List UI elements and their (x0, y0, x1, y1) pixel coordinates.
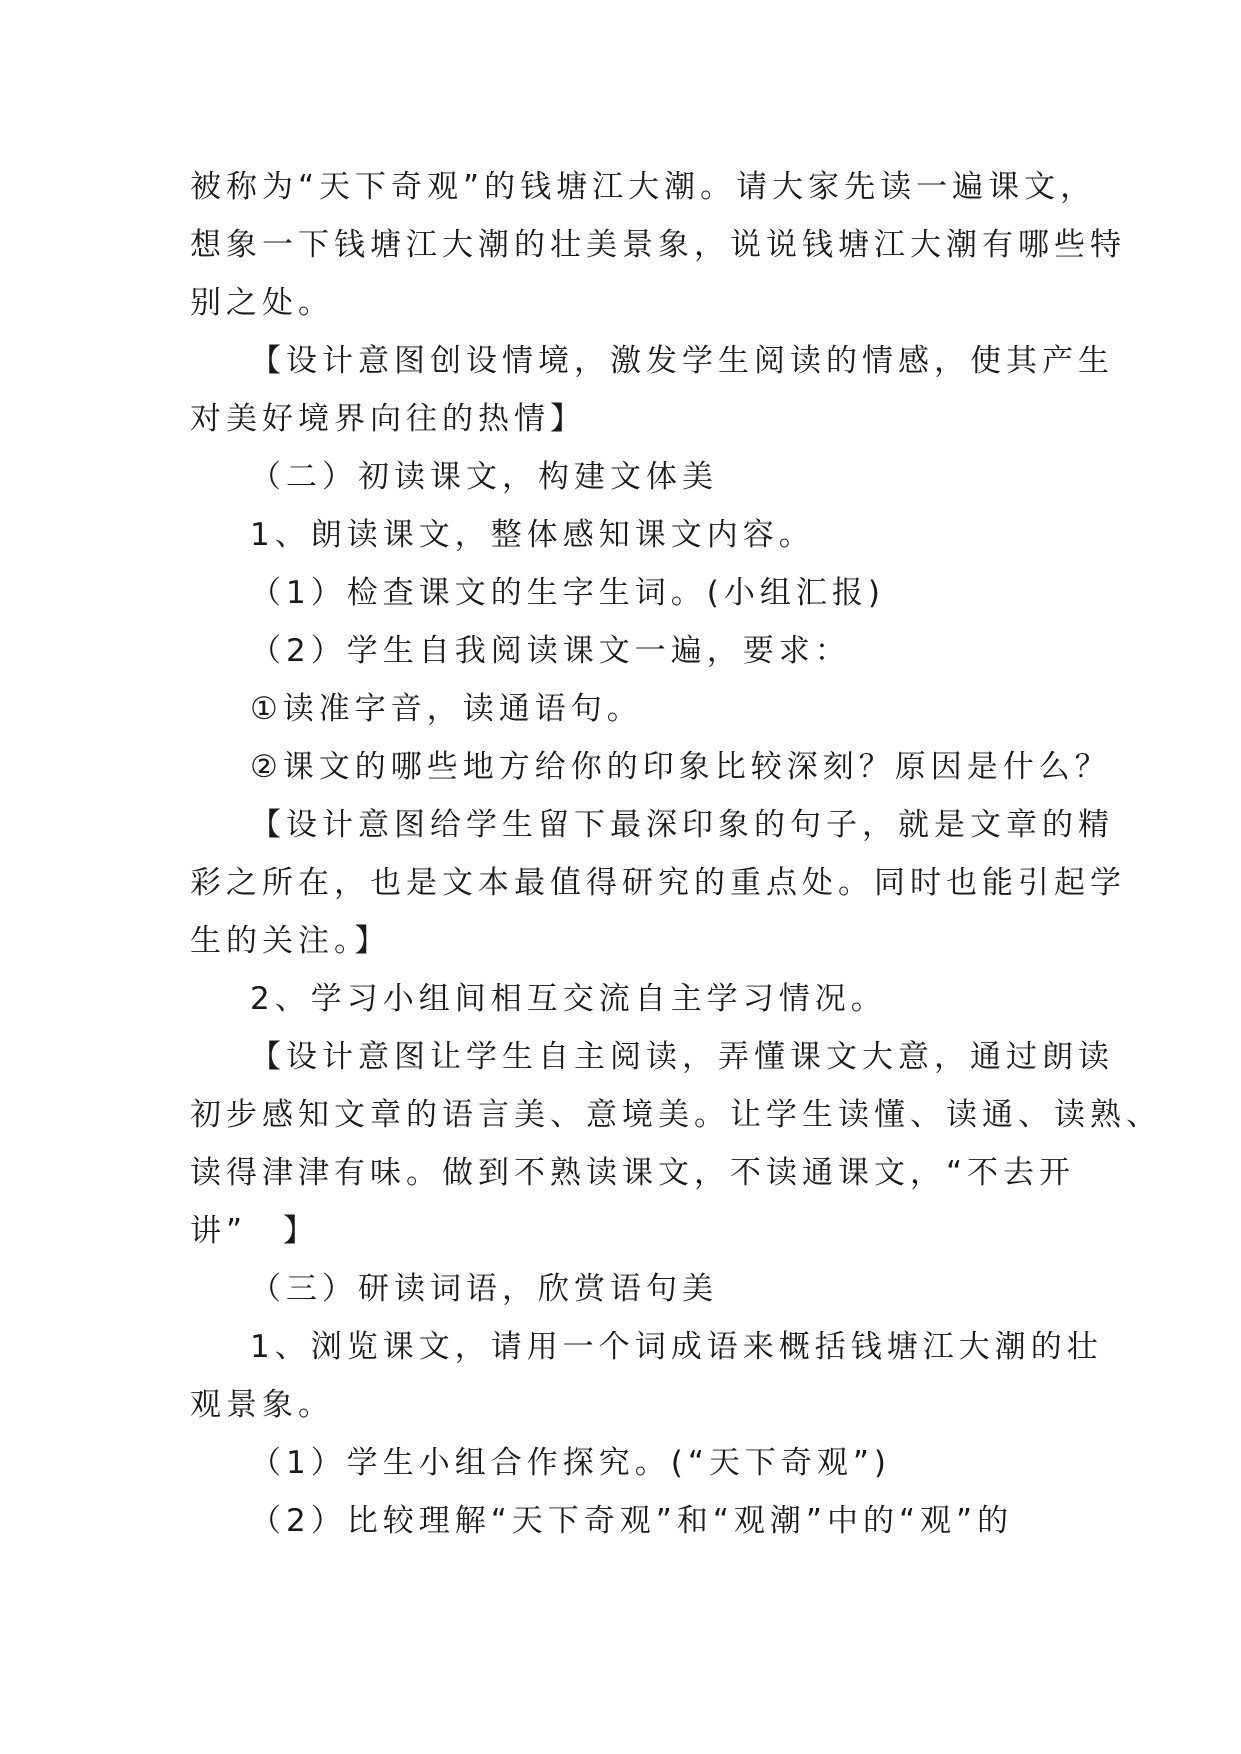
text-line-17: 初步感知文章的语言美、意境美。让学生读懂、读通、读熟、 (190, 1097, 1162, 1133)
text-line-11: ②课文的哪些地方给你的印象比较深刻？原因是什么？ (250, 749, 1111, 785)
text-line-9: （2）学生自我阅读课文一遍，要求： (250, 633, 851, 669)
section-heading-2: （二）初读课文，构建文体美 (250, 459, 718, 495)
text-line-5: 对美好境界向往的热情】 (190, 401, 586, 437)
text-line-19: 讲” 】 (190, 1213, 320, 1249)
text-line-21: 1、浏览课文，请用一个词成语来概括钱塘江大潮的壮 (250, 1329, 1103, 1365)
text-line-1: 被称为“天下奇观”的钱塘江大潮。请大家先读一遍课文， (190, 169, 1097, 205)
section-heading-3: （三）研读词语，欣赏语句美 (250, 1271, 718, 1307)
text-line-22: 观景象。 (190, 1387, 334, 1423)
text-line-2: 想象一下钱塘江大潮的壮美景象，说说钱塘江大潮有哪些特 (190, 227, 1126, 263)
text-line-24: （2）比较理解“天下奇观”和“观潮”中的“观”的 (250, 1503, 1014, 1539)
text-line-16: 【设计意图让学生自主阅读，弄懂课文大意，通过朗读 (250, 1039, 1114, 1075)
text-line-23: （1）学生小组合作探究。(“天下奇观”) (250, 1445, 892, 1481)
text-line-10: ①读准字音，读通语句。 (250, 691, 643, 727)
text-line-12: 【设计意图给学生留下最深印象的句子，就是文章的精 (250, 807, 1114, 843)
text-line-7: 1、朗读课文，整体感知课文内容。 (250, 517, 815, 553)
text-line-18: 读得津津有味。做到不熟读课文，不读通课文，“不去开 (190, 1155, 1076, 1191)
text-line-14: 生的关注。】 (190, 923, 391, 959)
text-line-13: 彩之所在，也是文本最值得研究的重点处。同时也能引起学 (190, 865, 1126, 901)
text-line-15: 2、学习小组间相互交流自主学习情况。 (250, 981, 887, 1017)
text-line-4: 【设计意图创设情境，激发学生阅读的情感，使其产生 (250, 343, 1114, 379)
text-line-3: 别之处。 (190, 285, 334, 321)
text-line-8: （1）检查课文的生字生词。(小组汇报) (250, 575, 885, 611)
